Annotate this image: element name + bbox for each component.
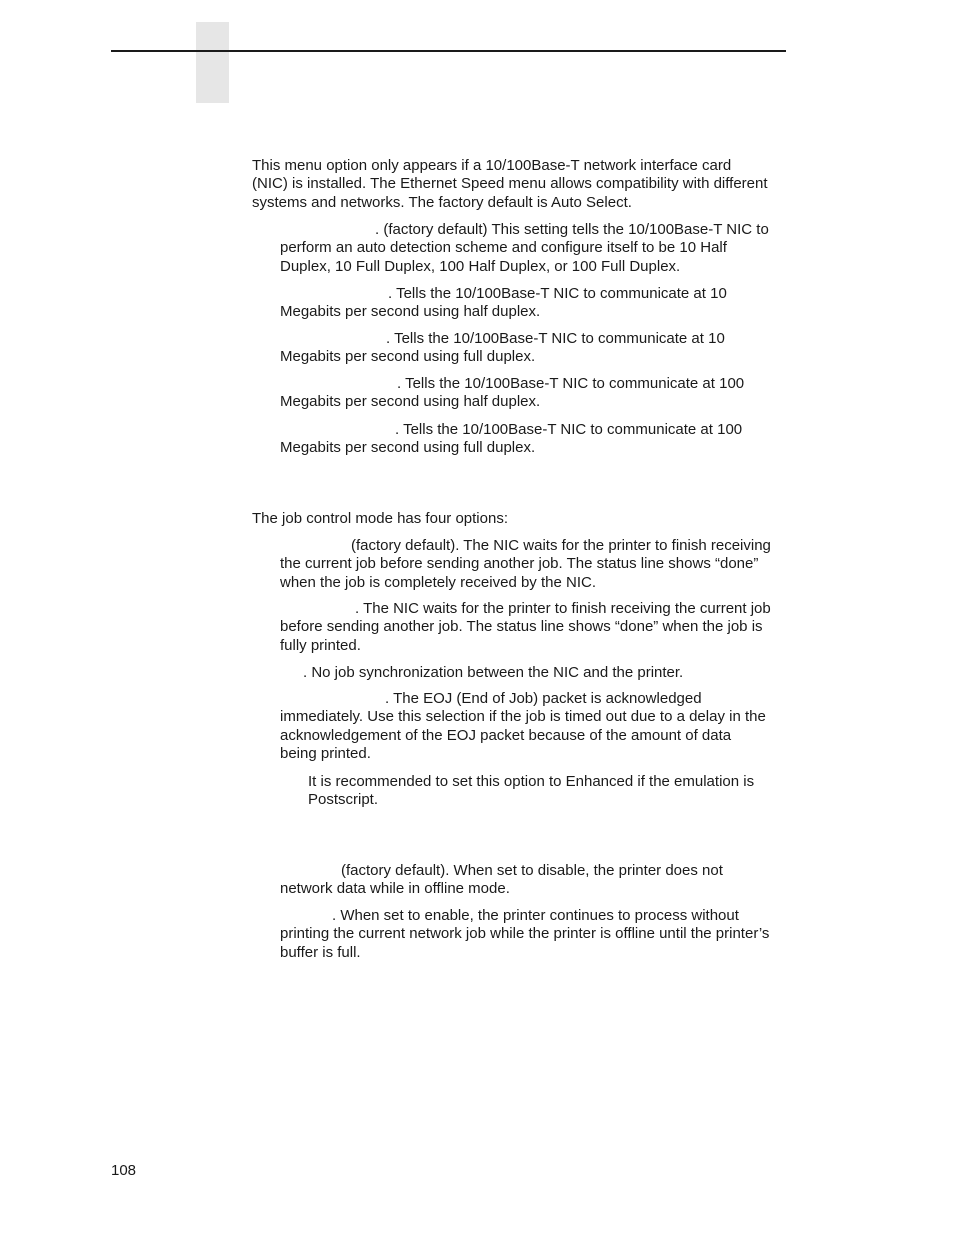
job-control-option-2: . The NIC waits for the printer to finish receiving the current job before sending another job. The status line shows “done” when the job is fully printed.	[280, 600, 771, 654]
ethernet-option-10-half: . Tells the 10/100Base-T NIC to communicate at 10 Megabits per second using half duplex.	[280, 285, 727, 321]
job-control-note: It is recommended to set this option to Enhanced if the emulation is Postscript.	[308, 773, 755, 809]
job-control-option-1: (factory default). The NIC waits for the printer to finish receiving the current job before sending another job. The status line shows “done” when the job is completely received by the NIC.	[280, 537, 771, 591]
ethernet-option-100-half: . Tells the 10/100Base-T NIC to communicate at 100 Megabits per second using half duplex.	[280, 375, 745, 411]
page-number: 108	[111, 1162, 137, 1179]
header-rule	[111, 50, 786, 52]
ethernet-option-10-full: . Tells the 10/100Base-T NIC to communicate at 10 Megabits per second using full duplex.	[280, 330, 725, 366]
ethernet-speed-intro: This menu option only appears if a 10/100Base-T network interface card (NIC) is installed. The Ethernet Speed menu allows compatibility with different systems and networks. The factory default is Auto Select.	[252, 157, 768, 211]
ethernet-option-100-full: . Tells the 10/100Base-T NIC to communicate at 100 Megabits per second using full duplex.	[280, 421, 743, 457]
ethernet-option-auto-select: . (factory default) This setting tells the 10/100Base-T NIC to perform an auto detection scheme and configure itself to be 10 Half Duplex, 10 Full Duplex, 100 Half Duplex, or 100 Full Duplex.	[280, 221, 769, 275]
job-control-intro: The job control mode has four options:	[252, 510, 508, 527]
job-control-option-3: . No job synchronization between the NIC and the printer.	[303, 664, 684, 681]
offline-option-disable: (factory default). When set to disable, the printer does not network data while in offline mode.	[280, 862, 723, 898]
job-control-option-enhanced: . The EOJ (End of Job) packet is acknowledged immediately. Use this selection if the job is timed out due to a delay in the acknowledgement of the EOJ packet because of the amount of data being printed.	[280, 690, 766, 763]
offline-option-enable: . When set to enable, the printer continues to process without printing the current network job while the printer is offline until the printer’s buffer is full.	[280, 907, 770, 961]
chapter-tab	[196, 22, 229, 103]
